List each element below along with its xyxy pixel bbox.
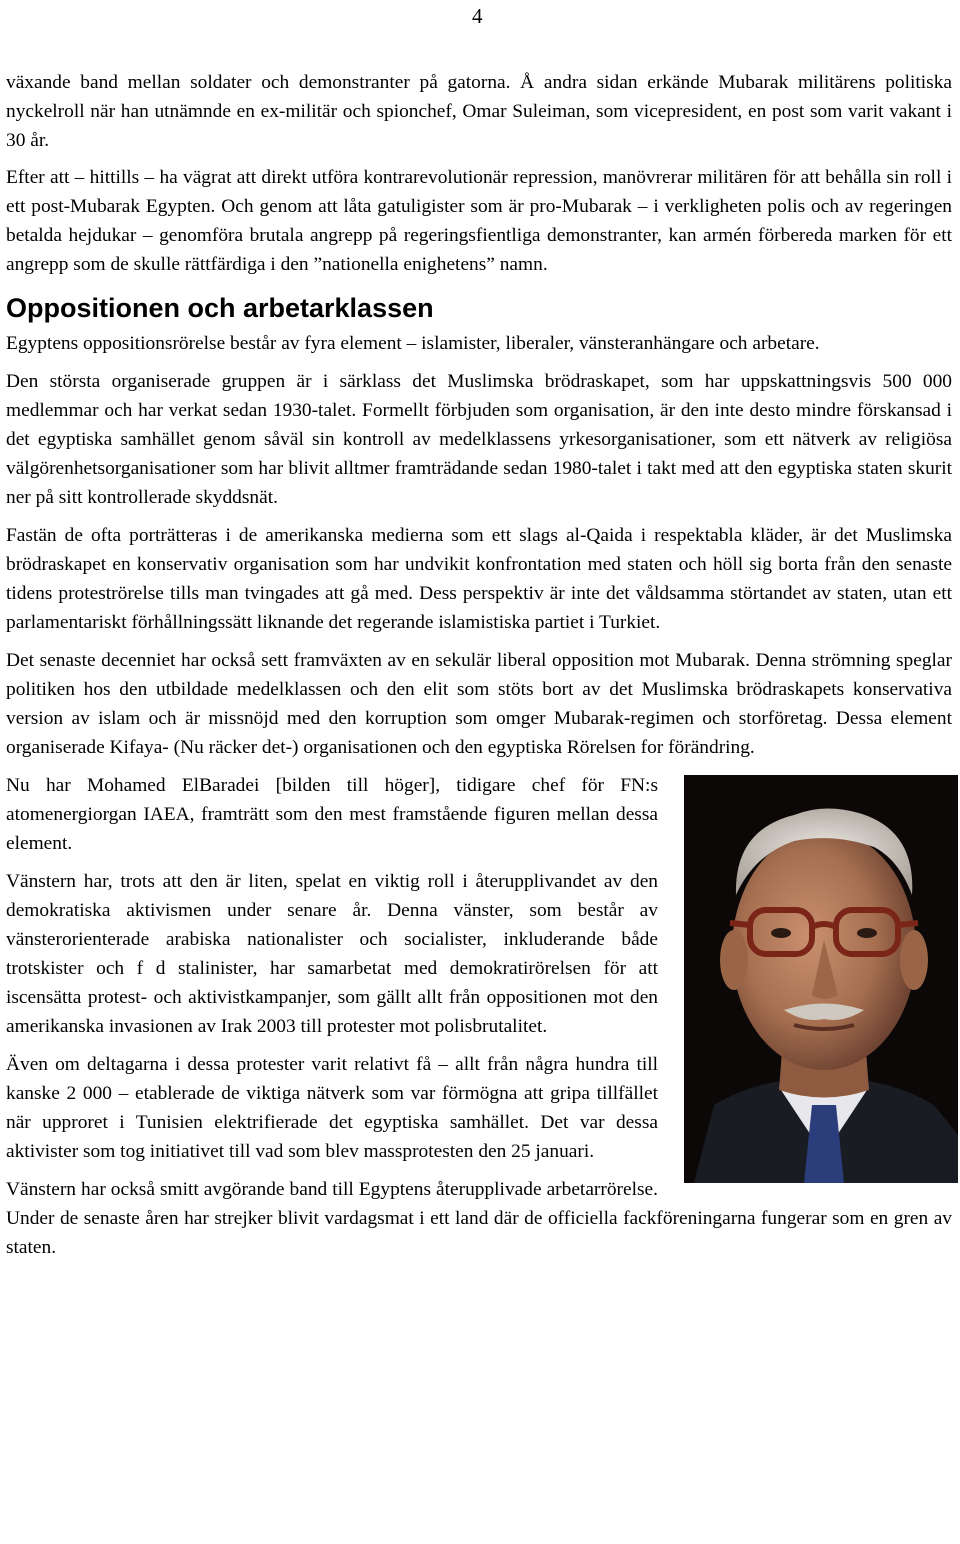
left-eye [771,928,791,938]
paragraph: Nu har Mohamed ElBaradei [bilden till höger], tidigare chef för FN:s atomenergiorgan IAEA, framträtt som den mest framstående figuren mellan dessa element. [6,775,658,854]
portrait-illustration [684,775,958,1183]
paragraph: Fastän de ofta porträtteras i de amerikanska medierna som ett slags al-Qaida i respektabla kläder, är det Muslimska brödraskapet en konservativ organisation som har undvikit konfrontation med staten och höll sig borta från den senaste tidens proteströrelse tills man tvingades att gå med. Dess perspektiv är inte det våldsamma störtandet av staten, utan ett parlamentariskt förhållningssätt liknande det regerande islamistiska partiet i Turkiet. [6,525,952,633]
paragraph: Vänstern har, trots att den är liten, spelat en viktig roll i återupplivandet av den demokratiska aktivismen under senare år. Denna vänster, som består av vänsterorienterade arabiska nationalister och socialister, inkluderande både trotskister och f d stalinister, har samarbetat med demokratirörelsen för att iscensätta protest- och aktivistkampanjer, som gällt allt från oppositionen mot den amerikanska invasionen av Irak 2003 till protester mot polisbrutalitet. [6,871,658,1037]
right-eye [857,928,877,938]
portrait-photo [684,775,958,1183]
section-heading: Oppositionen och arbetarklassen [6,293,434,323]
paragraph: Även om deltagarna i dessa protester varit relativt få – allt från några hundra till kanske 2 000 – etablerade de viktiga nätverk som var förmögna att gripa tillfället när upproret i Tunisien elektrifierade det egyptiska samhället. Det var dessa aktivister som tog initiativet till vad som blev massprotesten den 25 januari. [6,1054,658,1162]
page-number: 4 [472,4,483,28]
paragraph: Den största organiserade gruppen är i särklass det Muslimska brödraskapet, som har uppskattningsvis 500 000 medlemmar och har verkat sedan 1930-talet. Formellt förbjuden som organisation, är den inte desto mindre förskansad i det egyptiska samhället genom såväl sin kontroll av medelklassens yrkesorganisationer, som ett nätverk av religiösa välgörenhetsorganisationer som har blivit alltmer framträdande sedan 1980-talet i takt med att den egyptiska staten skurit ner på sitt kontrollerade skyddsnät. [6,371,952,508]
right-ear [900,930,928,990]
paragraph: Egyptens oppositionsrörelse består av fyra element – islamister, liberaler, vänsteranhängare och arbetare. [6,333,820,354]
paragraph: Det senaste decenniet har också sett framväxten av en sekulär liberal opposition mot Mubarak. Denna strömning speglar politiken hos den utbildade medelklassen och den elit som stöts bort av det Muslimska brödraskapets konservativa version av islam och är missnöjd med den korruption som omger Mubarak-regimen och storföretag. Dessa element organiserade Kifaya- (Nu räcker det-) organisationen och den egyptiska Rörelsen for förändring. [6,650,952,758]
paragraph: Vänstern har också smitt avgörande band till Egyptens återupplivade arbetarrörelse. Under de senaste åren har strejker blivit vardagsmat i ett land där de officiella fackföreningarna fungerar som en gren av staten. [6,1179,952,1258]
left-ear [720,930,748,990]
article-body [6,68,952,1271]
paragraph: Efter att – hittills – ha vägrat att direkt utföra kontrarevolutionär repression, manövrerar militären för att behålla sin roll i ett post-Mubarak Egypten. Och genom att låta gatuligister som är pro-Mubarak – i verkligheten polis och av regeringen betalda hejdukar – genomföra brutala angrepp på regeringsfientliga demonstranter, kan armén förbereda marken för ett angrepp som de skulle rättfärdiga i den ”nationella enighetens” namn. [6,167,952,275]
paragraph: växande band mellan soldater och demonstranter på gatorna. Å andra sidan erkände Mubarak militärens politiska nyckelroll när han utnämnde en ex-militär och spionchef, Omar Suleiman, som vicepresident, en post som varit vakant i 30 år. [6,72,952,151]
